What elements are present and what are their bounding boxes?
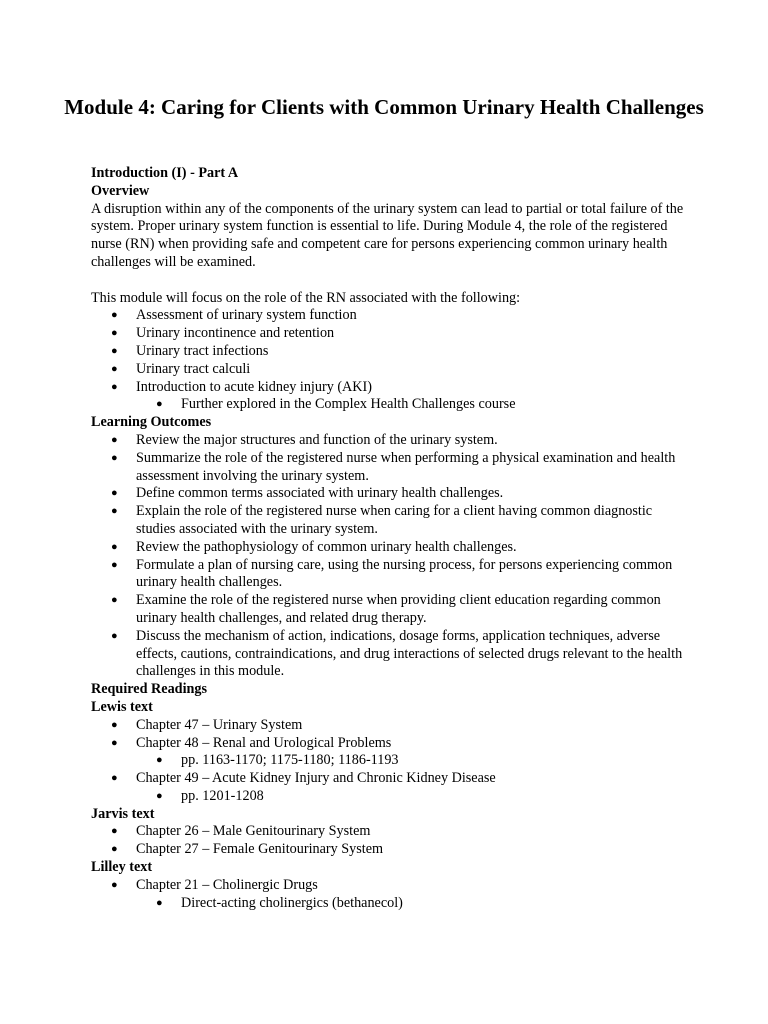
bullet-icon: ●: [111, 344, 118, 357]
focus-list: [91, 307, 691, 396]
list-item: ● Urinary tract calculi: [111, 360, 251, 377]
bullet-icon: ●: [111, 718, 118, 731]
bullet-icon: ●: [111, 309, 118, 322]
bullet-icon: ●: [111, 843, 118, 856]
focus-sublist: [136, 396, 691, 414]
outcomes-list: [91, 432, 691, 681]
bullet-icon: ●: [156, 754, 163, 767]
bullet-icon: ●: [111, 380, 118, 393]
bullet-icon: ●: [111, 736, 118, 749]
list-subitem: ● pp. 1163-1170; 1175-1180; 1186-1193: [156, 752, 399, 769]
focus-intro: This module will focus on the role of the RN associated with the following:: [91, 289, 521, 306]
list-item: ● Explain the role of the registered nurse when caring for a client having common diagnostic studies associated with the urinary system.: [111, 503, 653, 537]
list-item: ● Chapter 26 – Male Genitourinary System: [111, 823, 371, 840]
bullet-icon: ●: [111, 433, 118, 446]
bullet-icon: ●: [111, 451, 118, 464]
list-item: ● Chapter 48 – Renal and Urological Problems: [111, 734, 392, 751]
jarvis-heading: Jarvis text: [91, 805, 155, 822]
jarvis-list: [91, 823, 691, 859]
list-subitem: ● Further explored in the Complex Health Challenges course: [156, 396, 516, 413]
page-title: Module 4: Caring for Clients with Common Urinary Health Challenges: [64, 95, 704, 119]
outcomes-heading: Learning Outcomes: [91, 414, 212, 431]
list-item: ● Review the major structures and function of the urinary system.: [111, 431, 498, 448]
list-item: ● Summarize the role of the registered nurse when performing a physical examination and health assessment involving the urinary system.: [111, 449, 676, 484]
list-item: ● Urinary tract infections: [111, 342, 269, 359]
bullet-icon: ●: [111, 594, 118, 607]
list-item: ● Urinary incontinence and retention: [111, 325, 335, 342]
overview-heading: Overview: [91, 182, 150, 199]
list-item: ● Discuss the mechanism of action, indications, dosage forms, application techniques, adverse effects, cautions, contraindications, and drug interactions of selected drugs relevant to the health challenges in this module.: [111, 627, 683, 680]
bullet-icon: ●: [111, 558, 118, 571]
bullet-icon: ●: [111, 878, 118, 891]
bullet-icon: ●: [111, 540, 118, 553]
list-item: ● Chapter 21 – Cholinergic Drugs: [111, 876, 318, 893]
lewis-ch48-sublist: [136, 752, 691, 770]
bullet-icon: ●: [111, 825, 118, 838]
list-item: ● Introduction to acute kidney injury (AKI): [111, 378, 372, 395]
list-item: ● Chapter 49 – Acute Kidney Injury and Chronic Kidney Disease: [111, 770, 496, 787]
document-body: [91, 165, 691, 912]
intro-heading: Introduction (I) - Part A: [91, 165, 239, 181]
bullet-icon: ●: [156, 398, 163, 411]
list-item: ● Formulate a plan of nursing care, using the nursing process, for persons experiencing common urinary health challenges.: [111, 556, 673, 591]
list-item: ● Define common terms associated with urinary health challenges.: [111, 485, 504, 502]
bullet-icon: ●: [111, 772, 118, 785]
lilley-list: [91, 877, 691, 895]
bullet-icon: ●: [111, 487, 118, 500]
lewis-ch49-sublist: [136, 788, 691, 806]
lilley-ch21-sublist: [136, 895, 691, 913]
list-item: ● Review the pathophysiology of common urinary health challenges.: [111, 538, 517, 555]
readings-heading: Required Readings: [91, 681, 208, 698]
bullet-icon: ●: [111, 629, 118, 642]
bullet-icon: ●: [156, 789, 163, 802]
bullet-icon: ●: [156, 896, 163, 909]
lewis-list-continued: [91, 770, 691, 788]
lewis-heading: Lewis text: [91, 698, 153, 715]
bullet-icon: ●: [111, 362, 118, 375]
overview-paragraph: A disruption within any of the components of the urinary system can lead to partial or total failure of the system. Proper urinary system function is essential to life. During Module 4, the role of the registered nurse (RN) when providing safe and competent care for persons experiencing common urinary health challenges will be examined.: [91, 200, 684, 270]
list-subitem: ● Direct-acting cholinergics (bethanecol): [156, 894, 403, 911]
list-item: ● Chapter 47 – Urinary System: [111, 716, 303, 733]
lewis-list: [91, 717, 691, 753]
bullet-icon: ●: [111, 505, 118, 518]
list-item: ● Examine the role of the registered nurse when providing client education regarding common urinary health challenges, and related drug therapy.: [111, 592, 661, 626]
bullet-icon: ●: [111, 327, 118, 340]
list-item: ● Assessment of urinary system function: [111, 307, 357, 324]
lilley-heading: Lilley text: [91, 859, 153, 876]
list-item: ● Chapter 27 – Female Genitourinary System: [111, 841, 384, 858]
list-subitem: ● pp. 1201-1208: [156, 787, 264, 804]
